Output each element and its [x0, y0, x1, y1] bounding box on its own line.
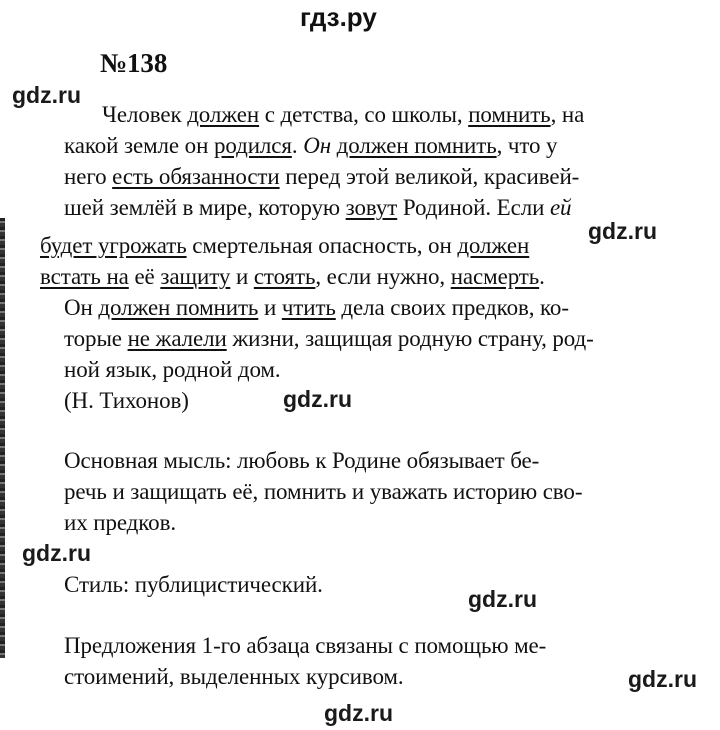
text-line-8: торые не жалели жизни, защищая родную страну, род-	[64, 326, 594, 351]
text-line-6: встать на её защиту и стоять, если нужно, насмерть.	[40, 264, 545, 289]
watermark: gdz.ru	[588, 218, 657, 244]
scan-edge	[0, 218, 5, 658]
text-line-5: будет угрожать смертельная опасность, он должен	[40, 233, 530, 258]
watermark: gdz.ru	[283, 386, 352, 412]
main-idea-line-3: их предков.	[64, 510, 176, 535]
watermark: gdz.ru	[12, 82, 81, 108]
link-line-2: стоимений, выделенных курсивом.	[64, 664, 404, 689]
text-line-7: Он должен помнить и чтить дела своих предков, ко-	[64, 295, 569, 320]
main-idea-line-2: речь и защищать её, помнить и уважать историю сво-	[64, 479, 583, 504]
text-line-1: Человек должен с детства, со школы, помнить, на	[102, 102, 585, 127]
text-line-3: него есть обязанности перед этой великой, красивей-	[64, 164, 580, 189]
task-number: №138	[100, 48, 168, 78]
text-line-9: ной язык, родной дом.	[64, 357, 281, 382]
site-header: гдз.ру	[300, 2, 377, 32]
text-line-4: шей землёй в мире, которую зовут Родиной. Если ей	[64, 195, 572, 220]
watermark: gdz.ru	[22, 540, 91, 566]
link-line-1: Предложения 1-го абзаца связаны с помощью ме-	[64, 633, 547, 658]
watermark: gdz.ru	[468, 586, 537, 612]
watermark: gdz.ru	[628, 666, 697, 692]
author: (Н. Тихонов)	[64, 388, 189, 413]
text-line-2: какой земле он родился. Он должен помнить, что у	[64, 133, 558, 158]
style-line: Стиль: публицистический.	[64, 572, 323, 597]
watermark: gdz.ru	[324, 700, 393, 726]
main-idea-line-1: Основная мысль: любовь к Родине обязывает бе-	[64, 448, 540, 473]
